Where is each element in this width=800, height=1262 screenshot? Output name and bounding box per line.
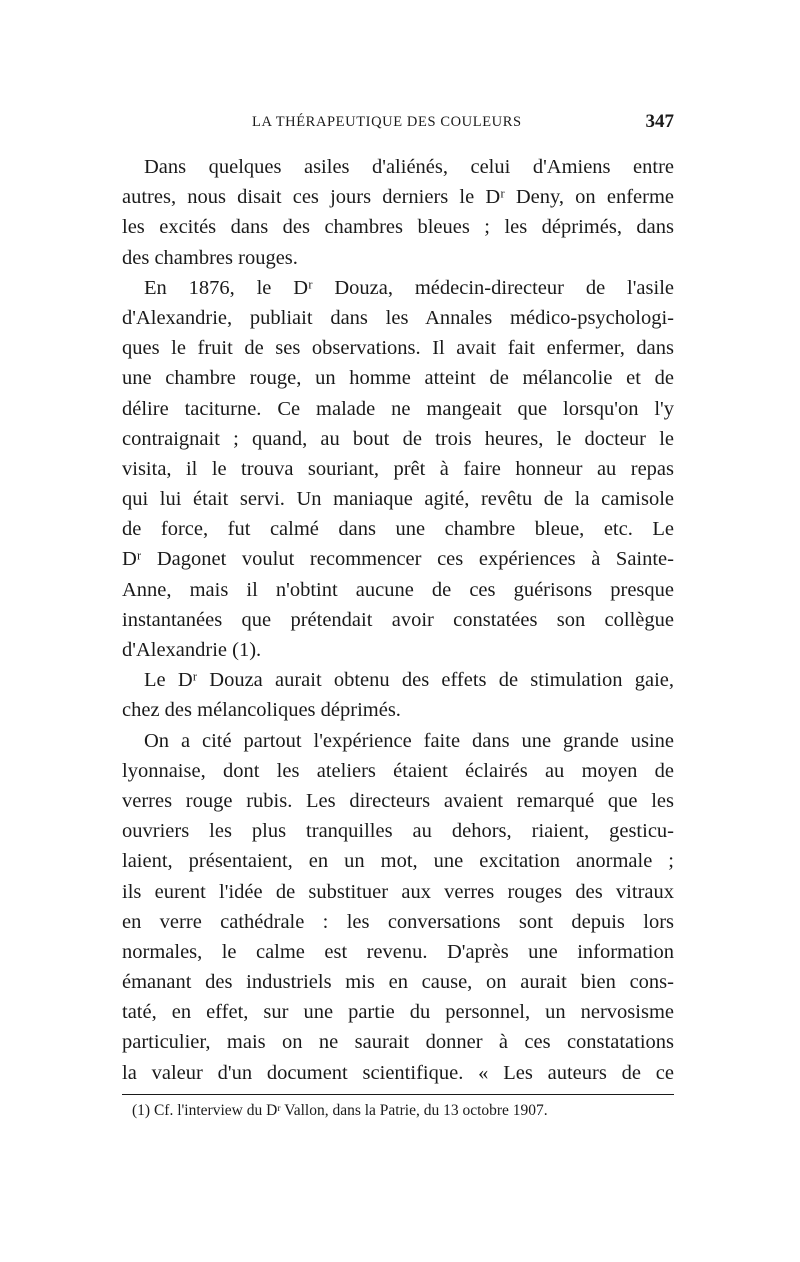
text-line: Dans quelques asiles d'aliénés, celui d'Amiens entre [144, 156, 674, 178]
text-line: contraignait ; quand, au bout de trois heures, le docteur le [122, 427, 674, 450]
text-line: ils eurent l'idée de substituer aux verres rouges des vitraux [122, 880, 674, 903]
text-line: autres, nous disait ces jours derniers le Dʳ Deny, on enferme [122, 186, 674, 209]
text-line: délire taciturne. Ce malade ne mangeait que lorsqu'on l'y [122, 397, 674, 420]
text-line: Le Dʳ Douza aurait obtenu des effets de stimulation gaie, [144, 669, 674, 692]
text-line: normales, le calme est revenu. D'après une information [122, 940, 674, 963]
book-page [122, 112, 674, 1121]
text-line: taté, en effet, sur une partie du personnel, un nervosisme [122, 1001, 674, 1024]
text-line: instantanées que prétendait avoir constatées son collègue [122, 608, 674, 631]
page-number: 347 [645, 111, 674, 132]
body-text [122, 152, 674, 1088]
text-line: chez des mélancoliques déprimés. [122, 699, 401, 722]
text-line: de force, fut calmé dans une chambre bleue, etc. Le [122, 518, 674, 541]
text-line: des chambres rouges. [122, 246, 298, 269]
text-line: laient, présentaient, en un mot, une excitation anormale ; [122, 850, 674, 873]
text-line: qui lui était servi. Un maniaque agité, revêtu de la camisole [122, 488, 674, 511]
text-line: En 1876, le Dʳ Douza, médecin-directeur de l'asile [144, 276, 674, 299]
text-line: verres rouge rubis. Les directeurs avaient remarqué que les [122, 789, 674, 812]
text-line: les excités dans des chambres bleues ; les déprimés, dans [122, 216, 674, 239]
text-line: Dʳ Dagonet voulut recommencer ces expériences à Sainte- [122, 548, 674, 571]
text-line: Anne, mais il n'obtint aucune de ces guérisons presque [122, 578, 674, 601]
text-line: ouvriers les plus tranquilles au dehors, riaient, gesticu- [122, 820, 674, 843]
running-title: LA THÉRAPEUTIQUE DES COULEURS [252, 114, 522, 130]
text-line: On a cité partout l'expérience faite dans une grande usine [144, 729, 674, 752]
footnote-rule [122, 1094, 674, 1095]
running-header [122, 112, 674, 140]
text-line: visita, il le trouva souriant, prêt à faire honneur au repas [122, 457, 674, 480]
text-line: une chambre rouge, un homme atteint de mélancolie et de [122, 367, 674, 390]
footnote: (1) Cf. l'interview du Dʳ Vallon, dans la Patrie, du 13 octobre 1907. [132, 1101, 548, 1119]
text-line: émanant des industriels mis en cause, on aurait bien cons- [122, 971, 674, 994]
text-line: particulier, mais on ne saurait donner à ces constatations [122, 1031, 674, 1054]
text-line: ques le fruit de ses observations. Il avait fait enfermer, dans [122, 337, 674, 360]
text-line: lyonnaise, dont les ateliers étaient éclairés au moyen de [122, 759, 674, 782]
text-line: d'Alexandrie, publiait dans les Annales médico-psychologi- [122, 306, 674, 329]
text-line: la valeur d'un document scientifique. « Les auteurs de ce [122, 1061, 674, 1084]
text-line: en verre cathédrale : les conversations sont depuis lors [122, 910, 674, 933]
text-line: d'Alexandrie (1). [122, 639, 262, 661]
